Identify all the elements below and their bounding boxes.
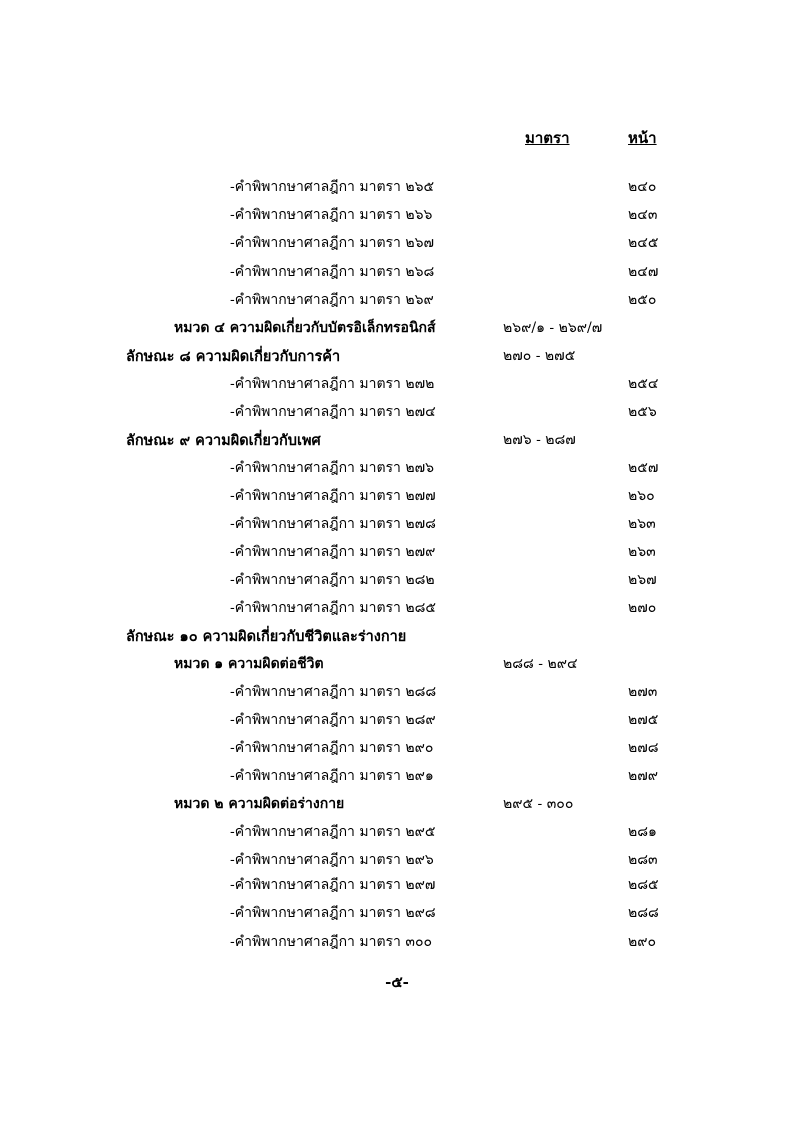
toc-chapter-heading (0, 429, 794, 449)
toc-entry-row (0, 931, 794, 951)
toc-title: -คำพิพากษาศาลฎีกา มาตรา ๒๘๒ (230, 572, 435, 588)
toc-entry-row (0, 569, 794, 589)
toc-entry-row (0, 821, 794, 841)
toc-page-number: ๒๙๐ (628, 934, 657, 950)
toc-title: -คำพิพากษาศาลฎีกา มาตรา ๓๐๐ (230, 934, 433, 950)
toc-page-number: ๒๗๕ (628, 712, 659, 728)
toc-page-number: ๒๔๐ (628, 179, 657, 195)
toc-page-number: ๒๖๗ (628, 572, 657, 588)
toc-part-heading (0, 653, 794, 673)
toc-page-number: ๒๔๕ (628, 235, 659, 251)
toc-title: -คำพิพากษาศาลฎีกา มาตรา ๒๙๐ (230, 740, 434, 756)
toc-page-number: ๒๘๘ (628, 905, 659, 921)
toc-page-number: ๒๕๗ (628, 460, 659, 476)
section-column-header: มาตรา (525, 129, 570, 147)
toc-page-number: ๒๖๐ (628, 488, 655, 504)
toc-page-number: ๒๘๑ (628, 824, 657, 840)
page-number-footer: -๕- (385, 973, 409, 991)
toc-part-heading (0, 317, 794, 337)
toc-entry-row (0, 401, 794, 421)
toc-section-range: ๒๙๕ - ๓๐๐ (503, 796, 574, 812)
toc-entry-row (0, 681, 794, 701)
toc-title: -คำพิพากษาศาลฎีกา มาตรา ๒๙๕ (230, 824, 436, 840)
toc-page-number: ๒๘๕ (628, 877, 659, 893)
toc-page-number: ๒๔๗ (628, 264, 659, 280)
toc-section-range: ๒๖๙/๑ - ๒๖๙/๗ (503, 320, 603, 336)
toc-entry-row (0, 457, 794, 477)
toc-title: -คำพิพากษาศาลฎีกา มาตรา ๒๖๖ (230, 207, 433, 223)
toc-page-number: ๒๘๓ (628, 852, 658, 868)
toc-entry-row (0, 597, 794, 617)
toc-entry-row (0, 289, 794, 309)
toc-title: -คำพิพากษาศาลฎีกา มาตรา ๒๖๗ (230, 235, 435, 251)
toc-title: -คำพิพากษาศาลฎีกา มาตรา ๒๗๒ (230, 376, 435, 392)
toc-title: ลักษณะ ๘ ความผิดเกี่ยวกับการค้า (126, 348, 341, 365)
toc-entry-row (0, 737, 794, 757)
toc-section-range: ๒๗๐ - ๒๗๕ (503, 348, 576, 364)
toc-page-number: ๒๗๙ (628, 768, 659, 784)
toc-part-heading (0, 793, 794, 813)
toc-title: -คำพิพากษาศาลฎีกา มาตรา ๒๗๔ (230, 404, 436, 420)
toc-title: ลักษณะ ๙ ความผิดเกี่ยวกับเพศ (126, 432, 321, 449)
toc-page-number: ๒๗๓ (628, 684, 658, 700)
toc-title: -คำพิพากษาศาลฎีกา มาตรา ๒๖๙ (230, 292, 434, 308)
toc-entry-row (0, 204, 794, 224)
toc-title: -คำพิพากษาศาลฎีกา มาตรา ๒๘๙ (230, 712, 436, 728)
toc-title: -คำพิพากษาศาลฎีกา มาตรา ๒๖๕ (230, 179, 435, 195)
toc-chapter-heading (0, 625, 794, 645)
toc-section-range: ๒๗๖ - ๒๘๗ (503, 432, 576, 448)
page-column-header: หน้า (628, 129, 657, 147)
toc-title: หมวด ๔ ความผิดเกี่ยวกับบัตรอิเล็กทรอนิกส์ (174, 320, 436, 336)
toc-entry-row (0, 485, 794, 505)
toc-title: หมวด ๑ ความผิดต่อชีวิต (174, 656, 324, 672)
toc-page-number: ๒๕๐ (628, 292, 657, 308)
toc-page-number: ๒๗๘ (628, 740, 659, 756)
toc-page-number: ๒๔๓ (628, 207, 658, 223)
toc-entry-row (0, 261, 794, 281)
toc-title: -คำพิพากษาศาลฎีกา มาตรา ๒๙๖ (230, 852, 434, 868)
toc-entry-row (0, 874, 794, 894)
toc-entry-row (0, 902, 794, 922)
toc-page-number: ๒๖๓ (628, 544, 656, 560)
toc-page-number: ๒๖๓ (628, 516, 656, 532)
toc-page-number: ๒๕๔ (628, 376, 659, 392)
toc-title: -คำพิพากษาศาลฎีกา มาตรา ๒๗๖ (230, 460, 435, 476)
toc-title: -คำพิพากษาศาลฎีกา มาตรา ๒๗๘ (230, 516, 436, 532)
toc-page-number: ๒๕๖ (628, 404, 657, 420)
toc-entry-row (0, 513, 794, 533)
toc-page-number: ๒๗๐ (628, 600, 657, 616)
toc-title: -คำพิพากษาศาลฎีกา มาตรา ๒๖๘ (230, 264, 435, 280)
toc-entry-row (0, 849, 794, 869)
toc-entry-row (0, 232, 794, 252)
toc-entry-row (0, 176, 794, 196)
toc-chapter-heading (0, 345, 794, 365)
toc-title: -คำพิพากษาศาลฎีกา มาตรา ๒๙๘ (230, 905, 436, 921)
toc-entry-row (0, 541, 794, 561)
toc-title: หมวด ๒ ความผิดต่อร่างกาย (174, 796, 345, 812)
toc-entry-row (0, 373, 794, 393)
toc-title: -คำพิพากษาศาลฎีกา มาตรา ๒๙๑ (230, 768, 434, 784)
toc-title: -คำพิพากษาศาลฎีกา มาตรา ๒๗๙ (230, 544, 436, 560)
toc-title: -คำพิพากษาศาลฎีกา มาตรา ๒๗๗ (230, 488, 436, 504)
toc-section-range: ๒๘๘ - ๒๙๔ (503, 656, 578, 672)
toc-entry-row (0, 765, 794, 785)
toc-title: -คำพิพากษาศาลฎีกา มาตรา ๒๘๘ (230, 684, 437, 700)
toc-title: -คำพิพากษาศาลฎีกา มาตรา ๒๙๗ (230, 877, 436, 893)
toc-entry-row (0, 709, 794, 729)
toc-title: ลักษณะ ๑๐ ความผิดเกี่ยวกับชีวิตและร่างกาย (126, 628, 407, 645)
toc-title: -คำพิพากษาศาลฎีกา มาตรา ๒๘๕ (230, 600, 436, 616)
